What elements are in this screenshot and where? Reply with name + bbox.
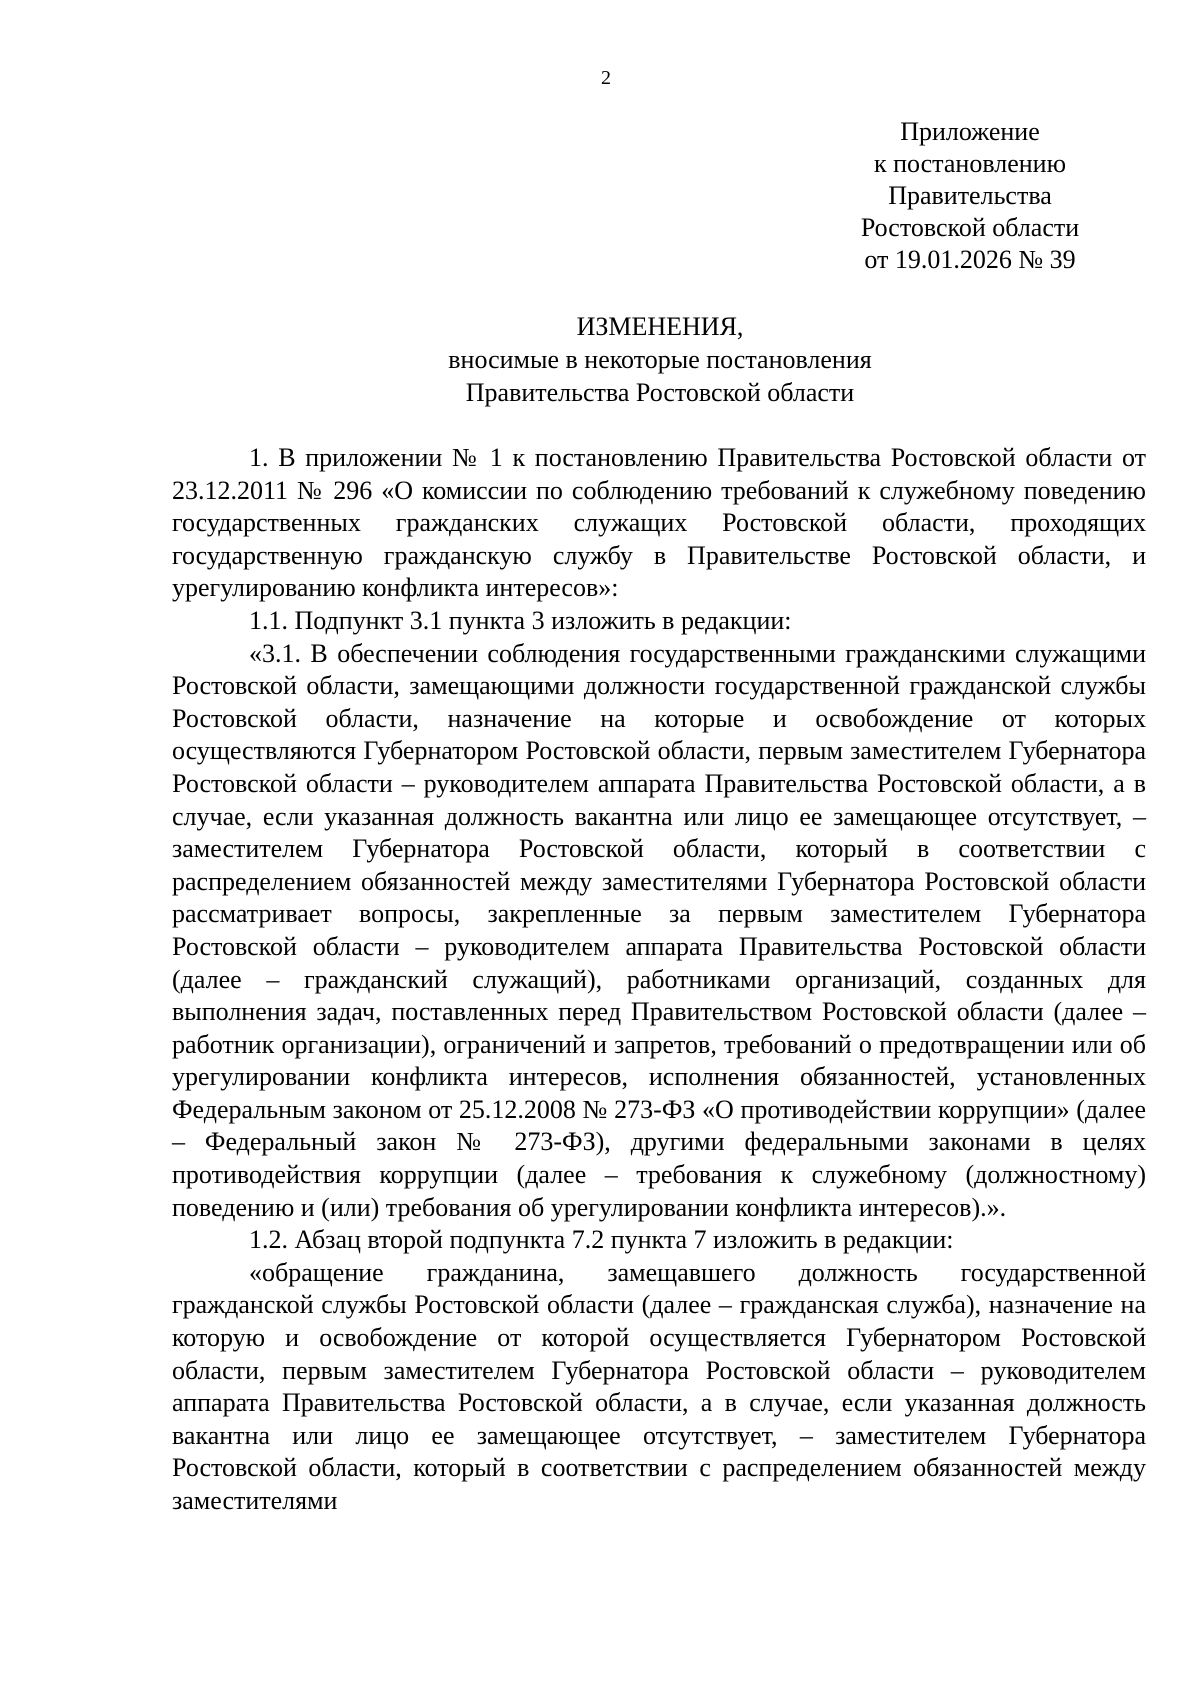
document-subtitle: вносимые в некоторые постановления	[448, 345, 872, 374]
paragraph-item-1-1: 1.1. Подпункт 3.1 пункта 3 изложить в редакции:	[249, 605, 792, 635]
paragraph-quote-3-1: «3.1. В обеспечении соблюдения государственными гражданскими служащими Ростовской области, замещающими должности государственной гражданской службы Ростовской области, назначение на которые и освобождение от которых осуществляются Губернатором Ростовской области, первым заместителем Губернатора Ростовской области – руководителем аппарата Правительства Ростовской области, а в случае, если указанная должность вакантна или лицо ее замещающее отсутствует, – заместителем Губернатора Ростовской области, который в соответствии с распределением обязанностей между заместителями Губернатора Ростовской области рассматривает вопросы, закрепленные за первым заместителем Губернатора Ростовской области – руководителем аппарата Правительства Ростовской области (далее – гражданский служащий), работниками организаций, созданных для выполнения задач, поставленных перед Правительством Ростовской области (далее – работник организации), ограничений и запретов, требований о предотвращении или об урегулировании конфликта интересов, исполнения обязанностей, установленных Федеральным законом от 25.12.2008 № 273-ФЗ «О противодействии коррупции» (далее – Федеральный закон № 273-ФЗ), другими федеральными законами в целях противодействия коррупции (далее – требования к служебному (должностному) поведению и (или) требования об урегулировании конфликта интересов).».	[172, 638, 1146, 1222]
paragraph-item-1-2: 1.2. Абзац второй подпункта 7.2 пункта 7 изложить в редакции:	[249, 1225, 954, 1255]
document-body	[172, 442, 1146, 1518]
appendix-date-number: от 19.01.2026 № 39	[864, 245, 1076, 274]
paragraph-quote-appeal: «обращение гражданина, замещавшего должность государственной гражданской службы Ростовской области (далее – гражданская служба), назначение на которую и освобождение от которой осуществляется Губернатором Ростовской области, первым заместителем Губернатора Ростовской области – руководителем аппарата Правительства Ростовской области, а в случае, если указанная должность вакантна или лицо ее замещающее отсутствует, – заместителем Губернатора Ростовской области, который в соответствии с распределением обязанностей между заместителями	[172, 1257, 1146, 1515]
page-number: 2	[601, 67, 611, 89]
appendix-line: Правительства	[888, 181, 1052, 210]
appendix-block	[820, 116, 1120, 276]
appendix-line: Ростовской области	[860, 213, 1080, 242]
document-heading	[170, 310, 1150, 409]
appendix-line: Приложение	[900, 117, 1040, 146]
appendix-line: к постановлению	[873, 149, 1067, 178]
document-subtitle: Правительства Ростовской области	[465, 378, 855, 407]
paragraph-item-1: 1. В приложении № 1 к постановлению Правительства Ростовской области от 23.12.2011 № 296 «О комиссии по соблюдению требований к служебному поведению государственных гражданских служащих Ростовской области, проходящих государственную гражданскую службу в Правительстве Ростовской области, и урегулированию конфликта интересов»:	[172, 443, 1146, 603]
document-title: ИЗМЕНЕНИЯ,	[576, 312, 744, 341]
